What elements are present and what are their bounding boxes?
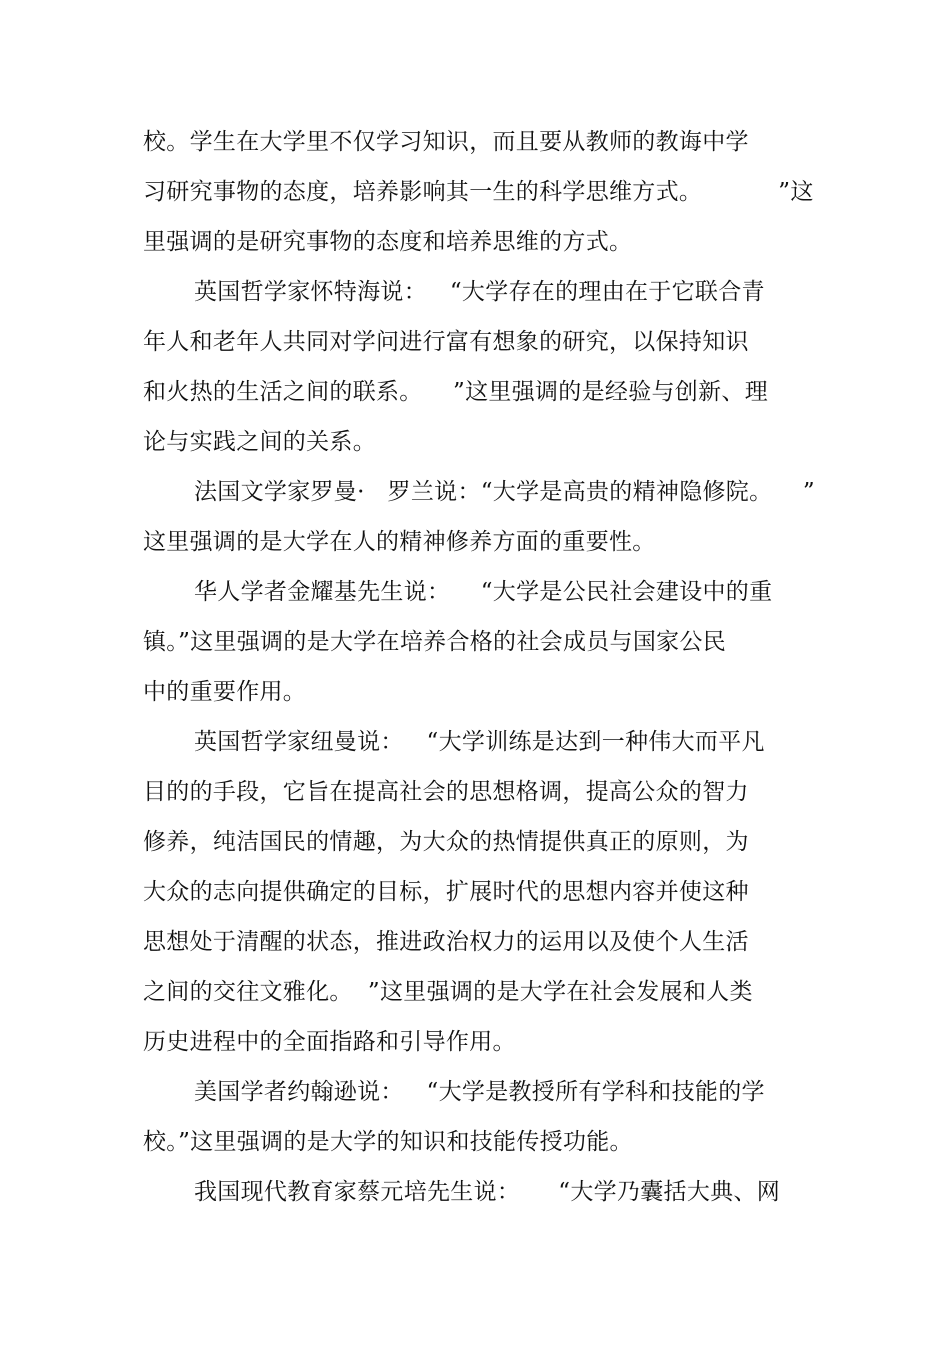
text-line: 和火热的生活之间的联系。 ”这里强调的是经验与创新、理: [143, 379, 769, 405]
text-line: 校。学生在大学里不仅学习知识，而且要从教师的教诲中学: [143, 129, 749, 155]
text-line: 目的的手段，它旨在提高社会的思想格调，提高公众的智力: [143, 779, 749, 805]
paragraph-start: 我国现代教育家蔡元培先生说： “大学乃囊括大典、网: [194, 1179, 781, 1205]
paragraph-start: 法国文学家罗曼· 罗兰说：“大学是高贵的精神隐修院。 ”: [194, 479, 815, 505]
text-line: 中的重要作用。: [143, 679, 307, 705]
text-line: 修养，纯洁国民的情趣，为大众的热情提供真正的原则，为: [143, 829, 749, 855]
text-line: 历史进程中的全面指路和引导作用。: [143, 1029, 516, 1055]
text-line: 习研究事物的态度，培养影响其一生的科学思维方式。 ”这: [143, 179, 814, 205]
paragraph-start: 华人学者金耀基先生说： “大学是公民社会建设中的重: [194, 579, 773, 605]
text-line: 大众的志向提供确定的目标，扩展时代的思想内容并使这种: [143, 879, 749, 905]
text-line: 里强调的是研究事物的态度和培养思维的方式。: [143, 229, 633, 255]
text-line: 思想处于清醒的状态，推进政治权力的运用以及使个人生活: [143, 929, 749, 955]
text-line: 年人和老年人共同对学问进行富有想象的研究，以保持知识: [143, 329, 749, 355]
text-line: 之间的交往文雅化。 ”这里强调的是大学在社会发展和人类: [143, 979, 753, 1005]
text-line: 校。”这里强调的是大学的知识和技能传授功能。: [143, 1129, 633, 1155]
text-line: 论与实践之间的关系。: [143, 429, 376, 455]
paragraph-start: 英国哲学家怀特海说： “大学存在的理由在于它联合青: [194, 279, 765, 305]
text-line: 这里强调的是大学在人的精神修养方面的重要性。: [143, 529, 656, 555]
text-line: 镇。”这里强调的是大学在培养合格的社会成员与国家公民: [143, 629, 727, 655]
paragraph-start: 美国学者约翰逊说： “大学是教授所有学科和技能的学: [194, 1079, 765, 1105]
paragraph-start: 英国哲学家纽曼说： “大学训练是达到一种伟大而平凡: [194, 729, 765, 755]
